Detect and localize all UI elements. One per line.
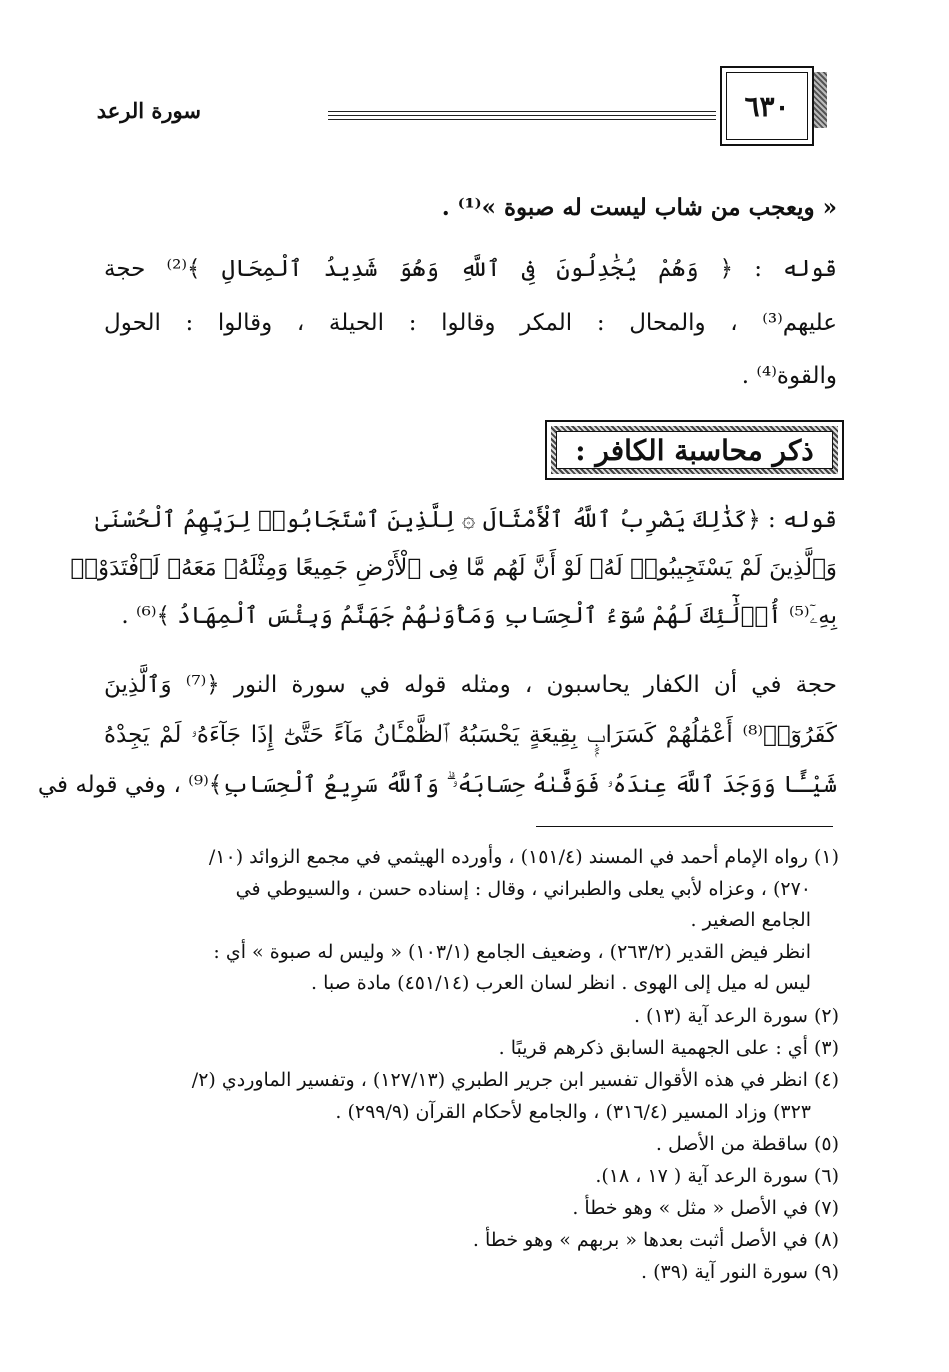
- section-heading-pattern: [551, 426, 838, 474]
- footnote-3: (٣) أي : على الجهمية السابق ذكرهم قريبًا .: [498, 1037, 839, 1059]
- footnote-1-cont: انظر فيض القدير (٢٦٣/٢) ، وضعيف الجامع (١٠٣/١) « وليس له صبوة » أي :: [213, 941, 811, 963]
- footnote-separator: [536, 826, 833, 827]
- footnote-4: (٤) انظر في هذه الأقوال تفسير ابن جرير الطبري (١٢٧/١٣) ، وتفسير الماوردي (٢/: [191, 1069, 839, 1091]
- body-line: بِهِۦٓ⁽⁵⁾ أُو۟لَٰٓئِكَ لَهُمْ سُوٓءُ ٱلْحِسَابِ وَمَأْوَىٰهُمْ جَهَنَّمُ وَبِئْسَ ٱلْمِهَادُ ﴾⁽⁶⁾ .: [121, 603, 837, 629]
- body-line: كَفَرُوٓا۟⁽⁸⁾ أَعْمَٰلُهُمْ كَسَرَابٍۭ بِقِيعَةٍ يَحْسَبُهُ ٱلظَّمْـَٔانُ مَآءً حَتَّىٰٓ إِذَا جَآءَهُۥ لَمْ يَجِدْهُ: [104, 722, 837, 748]
- surah-title: سورة الرعد: [96, 98, 201, 123]
- footnote-1-cont: ليس له ميل إلى الهوى . انظر لسان العرب (٤٥١/١٤) مادة صبا .: [310, 972, 811, 994]
- section-heading: ذكر محاسبة الكافر :: [556, 431, 833, 469]
- body-line: عليهم⁽³⁾ ، والمحال : المكر وقالوا : الحيلة ، وقالوا : الحول: [104, 310, 837, 336]
- header-rule-top: [328, 111, 716, 112]
- footnote-4-cont: ٣٢٣) وزاد المسير (٣١٦/٤) ، والجامع لأحكام القرآن (٢٩٩/٩) .: [335, 1101, 811, 1123]
- body-line: شَيْـًٔا وَوَجَدَ ٱللَّهَ عِندَهُۥ فَوَفَّىٰهُ حِسَابَهُۥ ۗ وَٱللَّهُ سَرِيعُ ٱلْحِسَابِ﴾⁽⁹⁾ ، وفي قوله في: [37, 772, 837, 798]
- page-number: ٦٣٠: [726, 72, 808, 140]
- section-heading-box: [545, 420, 844, 480]
- footnote-1: (١) رواه الإمام أحمد في المسند (١٥١/٤) ، وأورده الهيثمي في مجمع الزوائد (١٠/: [208, 846, 839, 868]
- footnote-1-cont: الجامع الصغير .: [690, 909, 811, 931]
- footnote-2: (٢) سورة الرعد آية (١٣) .: [633, 1005, 839, 1027]
- hadith-line: « ويعجب من شاب ليست له صبوة »⁽¹⁾ .: [441, 194, 837, 221]
- header-rule-bottom: [328, 119, 716, 120]
- footnote-7: (٧) في الأصل « مثل » وهو خطأ .: [572, 1197, 839, 1219]
- body-line: قوله : ﴿ وَهُمْ يُجَٰدِلُونَ فِى ٱللَّهِ وَهُوَ شَدِيدُ ٱلْمِحَالِ ﴾⁽²⁾ حجة: [104, 256, 838, 282]
- body-line: والقوة⁽⁴⁾ .: [741, 363, 837, 389]
- footnote-9: (٩) سورة النور آية (٣٩) .: [641, 1261, 839, 1283]
- footnote-1-cont: ٢٧٠) ، وعزاه لأبي يعلى والطبراني ، وقال : إسناده حسن ، والسيوطي في: [235, 878, 811, 900]
- footnote-5: (٥) ساقطة من الأصل .: [655, 1133, 839, 1155]
- footnote-8: (٨) في الأصل أثبت بعدها « بربهم » وهو خطأ .: [472, 1229, 839, 1251]
- footnote-6: (٦) سورة الرعد آية ( ١٧ ، ١٨).: [595, 1165, 839, 1187]
- header-rule-middle: [328, 115, 716, 116]
- body-line: وَٱلَّذِينَ لَمْ يَسْتَجِيبُوا۟ لَهُۥ لَوْ أَنَّ لَهُم مَّا فِى ٱلْأَرْضِ جَمِيعًا وَمِثْلَهُۥ مَعَهُۥ لَٱفْتَدَوْا۟: [70, 555, 837, 581]
- body-line: حجة في أن الكفار يحاسبون ، ومثله قوله في سورة النور ﴿⁽⁷⁾ وَٱلَّذِينَ: [104, 672, 837, 698]
- body-line: قوله : ﴿كَذَٰلِكَ يَضْرِبُ ٱللَّهُ ٱلْأَمْثَالَ ۞ لِلَّذِينَ ٱسْتَجَابُوا۟ لِرَبِّهِمُ ٱلْحُسْنَىٰ: [95, 507, 837, 533]
